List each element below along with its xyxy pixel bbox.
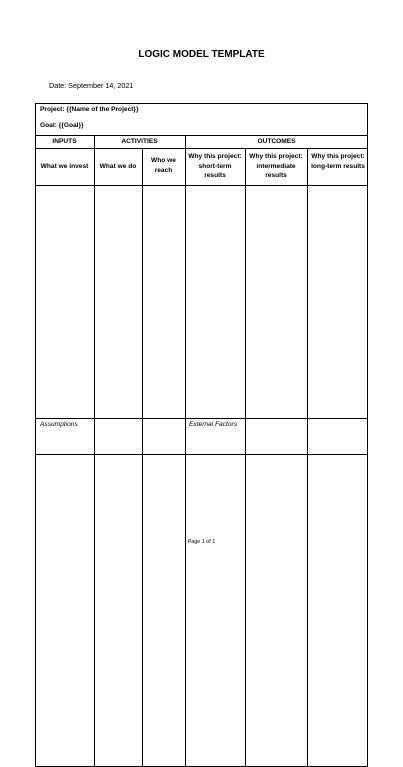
assumptions-label: Assumptions bbox=[40, 421, 78, 428]
header-activities: ACTIVITIES bbox=[121, 138, 158, 145]
subheader-intermediate: Why this project: intermediate results bbox=[249, 153, 303, 179]
subheader-long-term: Why this project: long-term results bbox=[311, 153, 365, 170]
external-factors-label: External Factors bbox=[189, 421, 238, 428]
subheader-who-we-reach: Who we reach bbox=[151, 157, 176, 174]
subheader-short-term: Why this project: short-term results bbox=[188, 153, 242, 179]
col-divider bbox=[185, 418, 186, 455]
row-divider bbox=[35, 148, 368, 149]
col-divider bbox=[94, 148, 95, 767]
col-divider bbox=[307, 148, 308, 767]
col-divider bbox=[245, 148, 246, 767]
goal-line: Goal: {{Goal}} bbox=[40, 122, 84, 129]
project-line: Project: {{Name of the Project}} bbox=[40, 106, 139, 113]
header-inputs: INPUTS bbox=[52, 138, 77, 145]
page-footer: Page 1 of 1 bbox=[187, 539, 216, 545]
row-divider bbox=[35, 135, 368, 136]
row-divider bbox=[35, 185, 368, 186]
col-divider bbox=[142, 148, 143, 767]
document-title: LOGIC MODEL TEMPLATE bbox=[138, 49, 265, 60]
date-line: Date: September 14, 2021 bbox=[49, 81, 134, 90]
subheader-what-we-do: What we do bbox=[99, 163, 137, 170]
header-outcomes: OUTCOMES bbox=[257, 138, 296, 145]
subheader-what-we-invest: What we invest bbox=[40, 163, 89, 170]
